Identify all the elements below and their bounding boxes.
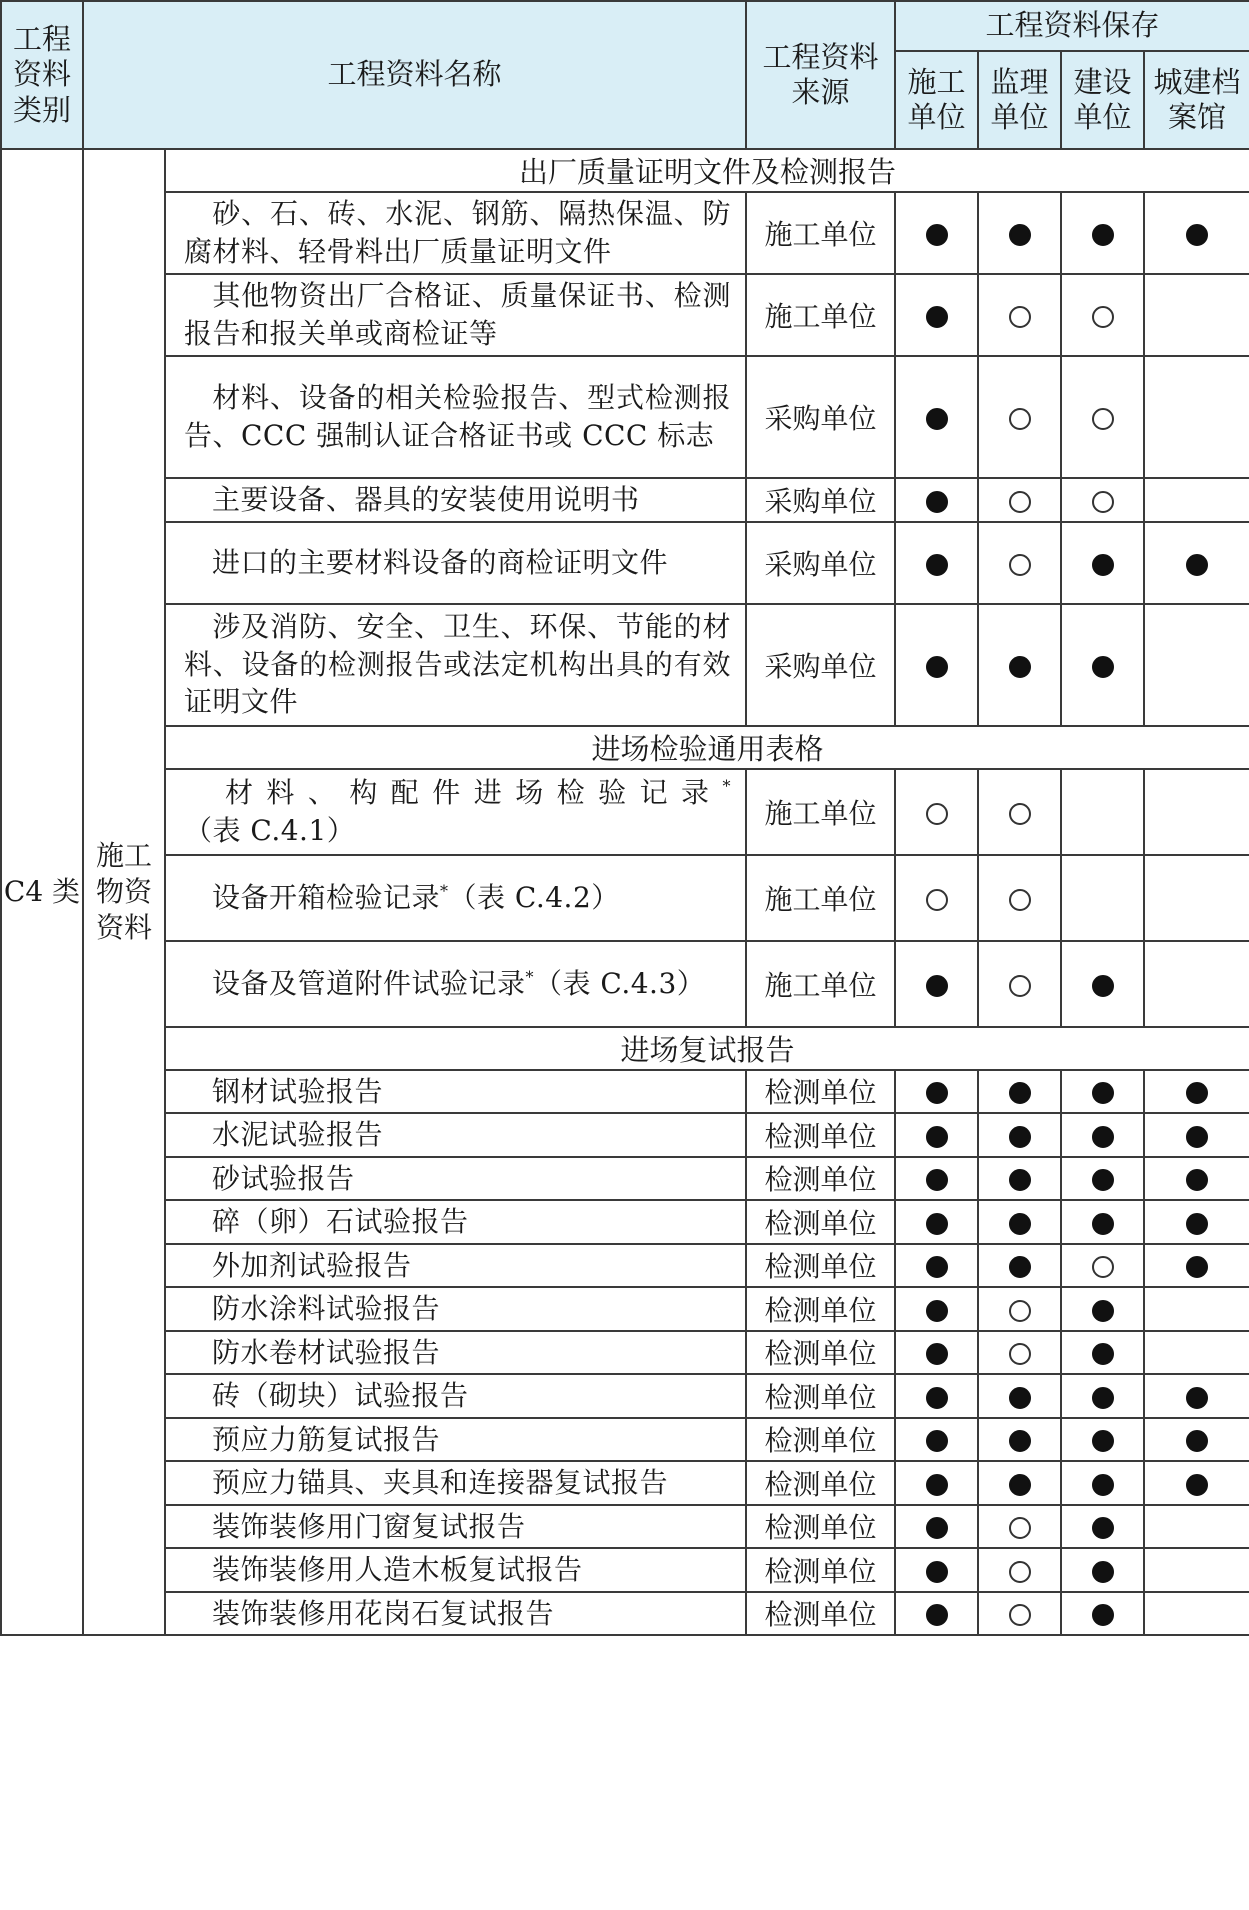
filled-circle-icon	[1009, 1126, 1031, 1148]
mark-construction	[895, 1200, 978, 1244]
footnote-marker: *	[722, 776, 732, 796]
header-category: 工程资料类别	[1, 1, 83, 149]
section-title: 出厂质量证明文件及检测报告	[165, 149, 1249, 192]
filled-circle-icon	[926, 1561, 948, 1583]
hollow-circle-icon	[1009, 803, 1031, 825]
record-source: 施工单位	[746, 855, 895, 941]
mark-construction	[895, 604, 978, 726]
table-row	[1, 604, 1249, 726]
mark-archive	[1144, 478, 1249, 522]
section-title: 进场复试报告	[165, 1027, 1249, 1070]
section-row	[1, 149, 1249, 192]
record-name-text: 外加剂试验报告	[212, 1248, 412, 1282]
filled-circle-icon	[926, 1300, 948, 1322]
record-name-text: 涉及消防、安全、卫生、环保、节能的材料、设备的检测报告或法定机构出具的有效证明文件	[184, 610, 732, 719]
mark-construction	[895, 1287, 978, 1331]
mark-owner	[1061, 1244, 1144, 1288]
mark-construction	[895, 522, 978, 604]
record-name-text: 砖（砌块）试验报告	[212, 1379, 469, 1413]
mark-supervision	[978, 274, 1061, 356]
mark-owner	[1061, 604, 1144, 726]
mark-construction	[895, 1331, 978, 1375]
filled-circle-icon	[1092, 1474, 1114, 1496]
table-header	[1, 1, 1249, 149]
record-name	[165, 1505, 746, 1549]
mark-construction	[895, 1461, 978, 1505]
record-name-text: 材料、构配件进场检验记录	[212, 776, 723, 809]
filled-circle-icon	[926, 491, 948, 513]
mark-supervision	[978, 1418, 1061, 1462]
filled-circle-icon	[1186, 1126, 1208, 1148]
table-row	[1, 192, 1249, 274]
mark-archive	[1144, 1331, 1249, 1375]
record-source: 检测单位	[746, 1113, 895, 1157]
table-row	[1, 274, 1249, 356]
filled-circle-icon	[1186, 554, 1208, 576]
record-source: 施工单位	[746, 941, 895, 1027]
hollow-circle-icon	[1009, 1561, 1031, 1583]
filled-circle-icon	[1092, 1604, 1114, 1626]
record-name-text: 预应力筋复试报告	[212, 1422, 441, 1456]
filled-circle-icon	[926, 1169, 948, 1191]
mark-owner	[1061, 356, 1144, 478]
filled-circle-icon	[1092, 1213, 1114, 1235]
filled-circle-icon	[926, 975, 948, 997]
mark-supervision	[978, 1244, 1061, 1288]
record-name	[165, 1461, 746, 1505]
table-row	[1, 769, 1249, 855]
filled-circle-icon	[1092, 1517, 1114, 1539]
filled-circle-icon	[926, 1430, 948, 1452]
filled-circle-icon	[1092, 224, 1114, 246]
record-name-text: 装饰装修用人造木板复试报告	[212, 1553, 583, 1587]
table-row	[1, 941, 1249, 1027]
record-name	[165, 356, 746, 478]
record-name-text: 设备开箱检验记录	[212, 880, 441, 914]
record-name-text: 设备及管道附件试验记录	[212, 966, 526, 1000]
filled-circle-icon	[1092, 656, 1114, 678]
table-body	[1, 149, 1249, 1635]
record-source: 检测单位	[746, 1070, 895, 1114]
hollow-circle-icon	[1009, 975, 1031, 997]
mark-archive	[1144, 604, 1249, 726]
hollow-circle-icon	[1092, 306, 1114, 328]
record-name	[165, 941, 746, 1027]
record-name	[165, 1200, 746, 1244]
record-name	[165, 855, 746, 941]
record-source: 施工单位	[746, 274, 895, 356]
subcategory-label: 施工物资资料	[95, 839, 152, 945]
mark-archive	[1144, 1157, 1249, 1201]
filled-circle-icon	[1009, 224, 1031, 246]
mark-owner	[1061, 1461, 1144, 1505]
filled-circle-icon	[926, 408, 948, 430]
record-source: 采购单位	[746, 356, 895, 478]
record-name	[165, 1113, 746, 1157]
mark-owner	[1061, 941, 1144, 1027]
mark-owner	[1061, 1331, 1144, 1375]
record-name-text: 装饰装修用门窗复试报告	[212, 1509, 526, 1543]
record-name-text: 装饰装修用花岗石复试报告	[212, 1596, 555, 1630]
filled-circle-icon	[926, 224, 948, 246]
mark-owner	[1061, 1505, 1144, 1549]
mark-supervision	[978, 192, 1061, 274]
mark-supervision	[978, 769, 1061, 855]
filled-circle-icon	[1186, 1474, 1208, 1496]
hollow-circle-icon	[926, 803, 948, 825]
mark-construction	[895, 478, 978, 522]
record-name-text: 水泥试验报告	[212, 1118, 384, 1152]
mark-archive	[1144, 1244, 1249, 1288]
record-name	[165, 1331, 746, 1375]
mark-owner	[1061, 274, 1144, 356]
record-name-text: 砂试验报告	[212, 1161, 355, 1195]
header-name: 工程资料名称	[83, 1, 746, 149]
record-name	[165, 1418, 746, 1462]
hollow-circle-icon	[1009, 1343, 1031, 1365]
table-row	[1, 478, 1249, 522]
mark-archive	[1144, 1592, 1249, 1636]
record-source: 检测单位	[746, 1548, 895, 1592]
record-name-text: 其他物资出厂合格证、质量保证书、检测报告和报关单或商检证等	[184, 279, 732, 350]
record-name	[165, 522, 746, 604]
table-row	[1, 1461, 1249, 1505]
filled-circle-icon	[926, 306, 948, 328]
filled-circle-icon	[1009, 1169, 1031, 1191]
hollow-circle-icon	[1009, 408, 1031, 430]
table-row	[1, 1113, 1249, 1157]
record-source: 采购单位	[746, 522, 895, 604]
mark-archive	[1144, 274, 1249, 356]
mark-archive	[1144, 1548, 1249, 1592]
mark-construction	[895, 356, 978, 478]
record-name	[165, 274, 746, 356]
filled-circle-icon	[1092, 1430, 1114, 1452]
header-source: 工程资料来源	[746, 1, 895, 149]
mark-construction	[895, 1070, 978, 1114]
header-col-owner: 建设单位	[1061, 51, 1144, 149]
filled-circle-icon	[1186, 1387, 1208, 1409]
record-source: 检测单位	[746, 1592, 895, 1636]
mark-supervision	[978, 1200, 1061, 1244]
filled-circle-icon	[1009, 1256, 1031, 1278]
hollow-circle-icon	[926, 889, 948, 911]
record-name-text: 防水涂料试验报告	[212, 1292, 441, 1326]
table-row	[1, 1592, 1249, 1636]
form-reference: （表 C.4.2）	[448, 880, 620, 914]
mark-supervision	[978, 1505, 1061, 1549]
record-name-text: 主要设备、器具的安装使用说明书	[212, 483, 640, 516]
filled-circle-icon	[1009, 1430, 1031, 1452]
hollow-circle-icon	[1009, 1604, 1031, 1626]
record-name-text: 材料、设备的相关检验报告、型式检测报告、CCC 强制认证合格证书或 CCC 标志	[184, 381, 732, 452]
mark-supervision	[978, 478, 1061, 522]
mark-archive	[1144, 1374, 1249, 1418]
filled-circle-icon	[926, 656, 948, 678]
table-row	[1, 1287, 1249, 1331]
category-cell: C4 类	[1, 149, 83, 1635]
mark-archive	[1144, 192, 1249, 274]
filled-circle-icon	[1009, 1474, 1031, 1496]
record-name-text: 碎（卵）石试验报告	[212, 1205, 469, 1239]
table-row	[1, 1374, 1249, 1418]
mark-owner	[1061, 855, 1144, 941]
mark-archive	[1144, 1461, 1249, 1505]
mark-archive	[1144, 1287, 1249, 1331]
filled-circle-icon	[1186, 1430, 1208, 1452]
record-source: 检测单位	[746, 1157, 895, 1201]
section-row	[1, 1027, 1249, 1070]
record-name-text: 进口的主要材料设备的商检证明文件	[212, 545, 669, 579]
mark-archive	[1144, 1200, 1249, 1244]
mark-owner	[1061, 1418, 1144, 1462]
mark-construction	[895, 1548, 978, 1592]
form-reference: （表 C.4.1）	[184, 813, 356, 847]
header-storage: 工程资料保存	[895, 1, 1249, 51]
table-row	[1, 1070, 1249, 1114]
record-name	[165, 1070, 746, 1114]
mark-archive	[1144, 1418, 1249, 1462]
hollow-circle-icon	[1009, 889, 1031, 911]
filled-circle-icon	[1009, 1387, 1031, 1409]
filled-circle-icon	[1092, 1387, 1114, 1409]
filled-circle-icon	[1009, 1213, 1031, 1235]
filled-circle-icon	[1092, 1082, 1114, 1104]
record-name-text: 预应力锚具、夹具和连接器复试报告	[212, 1466, 669, 1500]
hollow-circle-icon	[1009, 1517, 1031, 1539]
subcategory-cell	[83, 149, 165, 1635]
mark-supervision	[978, 1592, 1061, 1636]
table-row	[1, 1505, 1249, 1549]
mark-construction	[895, 1113, 978, 1157]
table-row	[1, 1157, 1249, 1201]
hollow-circle-icon	[1009, 1300, 1031, 1322]
record-name	[165, 1592, 746, 1636]
record-name	[165, 604, 746, 726]
mark-construction	[895, 1505, 978, 1549]
table-row	[1, 1331, 1249, 1375]
mark-supervision	[978, 1157, 1061, 1201]
record-source: 检测单位	[746, 1287, 895, 1331]
mark-supervision	[978, 522, 1061, 604]
record-source: 采购单位	[746, 604, 895, 726]
filled-circle-icon	[1186, 1082, 1208, 1104]
table-row	[1, 356, 1249, 478]
hollow-circle-icon	[1092, 1256, 1114, 1278]
record-name	[165, 478, 746, 522]
filled-circle-icon	[926, 1343, 948, 1365]
mark-supervision	[978, 941, 1061, 1027]
filled-circle-icon	[1009, 1082, 1031, 1104]
mark-supervision	[978, 1331, 1061, 1375]
hollow-circle-icon	[1009, 554, 1031, 576]
filled-circle-icon	[1092, 975, 1114, 997]
mark-archive	[1144, 1113, 1249, 1157]
mark-owner	[1061, 192, 1144, 274]
hollow-circle-icon	[1009, 491, 1031, 513]
record-name	[165, 1374, 746, 1418]
filled-circle-icon	[926, 1082, 948, 1104]
footnote-marker: *	[440, 881, 449, 901]
filled-circle-icon	[1092, 554, 1114, 576]
filled-circle-icon	[1009, 656, 1031, 678]
filled-circle-icon	[1092, 1300, 1114, 1322]
filled-circle-icon	[926, 554, 948, 576]
filled-circle-icon	[1186, 1213, 1208, 1235]
mark-construction	[895, 192, 978, 274]
record-source: 检测单位	[746, 1244, 895, 1288]
record-name	[165, 769, 746, 855]
mark-owner	[1061, 1157, 1144, 1201]
mark-supervision	[978, 1548, 1061, 1592]
record-source: 检测单位	[746, 1505, 895, 1549]
table-row	[1, 1244, 1249, 1288]
record-source: 检测单位	[746, 1418, 895, 1462]
mark-construction	[895, 855, 978, 941]
record-name-text: 防水卷材试验报告	[212, 1335, 441, 1369]
mark-supervision	[978, 1287, 1061, 1331]
mark-archive	[1144, 522, 1249, 604]
record-source: 检测单位	[746, 1200, 895, 1244]
table-row	[1, 522, 1249, 604]
record-name	[165, 1287, 746, 1331]
filled-circle-icon	[926, 1474, 948, 1496]
table-row	[1, 1418, 1249, 1462]
mark-construction	[895, 1244, 978, 1288]
section-title: 进场检验通用表格	[165, 726, 1249, 769]
filled-circle-icon	[1092, 1561, 1114, 1583]
mark-construction	[895, 1418, 978, 1462]
footnote-marker: *	[525, 967, 535, 987]
hollow-circle-icon	[1092, 491, 1114, 513]
mark-supervision	[978, 1461, 1061, 1505]
mark-supervision	[978, 1113, 1061, 1157]
filled-circle-icon	[926, 1126, 948, 1148]
header-col-construction: 施工单位	[895, 51, 978, 149]
filled-circle-icon	[1092, 1169, 1114, 1191]
mark-construction	[895, 1157, 978, 1201]
filled-circle-icon	[1186, 1256, 1208, 1278]
record-name	[165, 1244, 746, 1288]
table-row	[1, 1200, 1249, 1244]
record-source: 检测单位	[746, 1331, 895, 1375]
record-source: 采购单位	[746, 478, 895, 522]
record-name	[165, 1157, 746, 1201]
hollow-circle-icon	[1009, 306, 1031, 328]
mark-archive	[1144, 356, 1249, 478]
mark-supervision	[978, 1070, 1061, 1114]
form-reference: （表 C.4.3）	[534, 966, 706, 1000]
filled-circle-icon	[1092, 1343, 1114, 1365]
mark-construction	[895, 769, 978, 855]
mark-supervision	[978, 855, 1061, 941]
mark-archive	[1144, 769, 1249, 855]
filled-circle-icon	[1186, 1169, 1208, 1191]
record-name-text: 钢材试验报告	[212, 1074, 384, 1108]
mark-archive	[1144, 855, 1249, 941]
table-row	[1, 1548, 1249, 1592]
mark-owner	[1061, 769, 1144, 855]
mark-supervision	[978, 1374, 1061, 1418]
mark-supervision	[978, 356, 1061, 478]
mark-owner	[1061, 1592, 1144, 1636]
record-source: 检测单位	[746, 1461, 895, 1505]
section-row	[1, 726, 1249, 769]
filled-circle-icon	[926, 1387, 948, 1409]
filled-circle-icon	[926, 1604, 948, 1626]
filled-circle-icon	[1186, 224, 1208, 246]
mark-supervision	[978, 604, 1061, 726]
mark-archive	[1144, 1505, 1249, 1549]
header-col-archive: 城建档案馆	[1144, 51, 1249, 149]
mark-owner	[1061, 1200, 1144, 1244]
record-name	[165, 1548, 746, 1592]
mark-construction	[895, 274, 978, 356]
mark-construction	[895, 941, 978, 1027]
record-name-text: 砂、石、砖、水泥、钢筋、隔热保温、防腐材料、轻骨料出厂质量证明文件	[184, 197, 732, 268]
filled-circle-icon	[926, 1213, 948, 1235]
mark-construction	[895, 1374, 978, 1418]
mark-construction	[895, 1592, 978, 1636]
mark-archive	[1144, 1070, 1249, 1114]
filled-circle-icon	[926, 1256, 948, 1278]
mark-owner	[1061, 1113, 1144, 1157]
mark-owner	[1061, 1374, 1144, 1418]
record-source: 施工单位	[746, 769, 895, 855]
mark-owner	[1061, 1287, 1144, 1331]
record-source: 施工单位	[746, 192, 895, 274]
mark-archive	[1144, 941, 1249, 1027]
table-row	[1, 855, 1249, 941]
header-col-supervision: 监理单位	[978, 51, 1061, 149]
mark-owner	[1061, 1548, 1144, 1592]
hollow-circle-icon	[1092, 408, 1114, 430]
mark-owner	[1061, 1070, 1144, 1114]
mark-owner	[1061, 478, 1144, 522]
mark-owner	[1061, 522, 1144, 604]
record-source: 检测单位	[746, 1374, 895, 1418]
filled-circle-icon	[926, 1517, 948, 1539]
filled-circle-icon	[1092, 1126, 1114, 1148]
record-name	[165, 192, 746, 274]
